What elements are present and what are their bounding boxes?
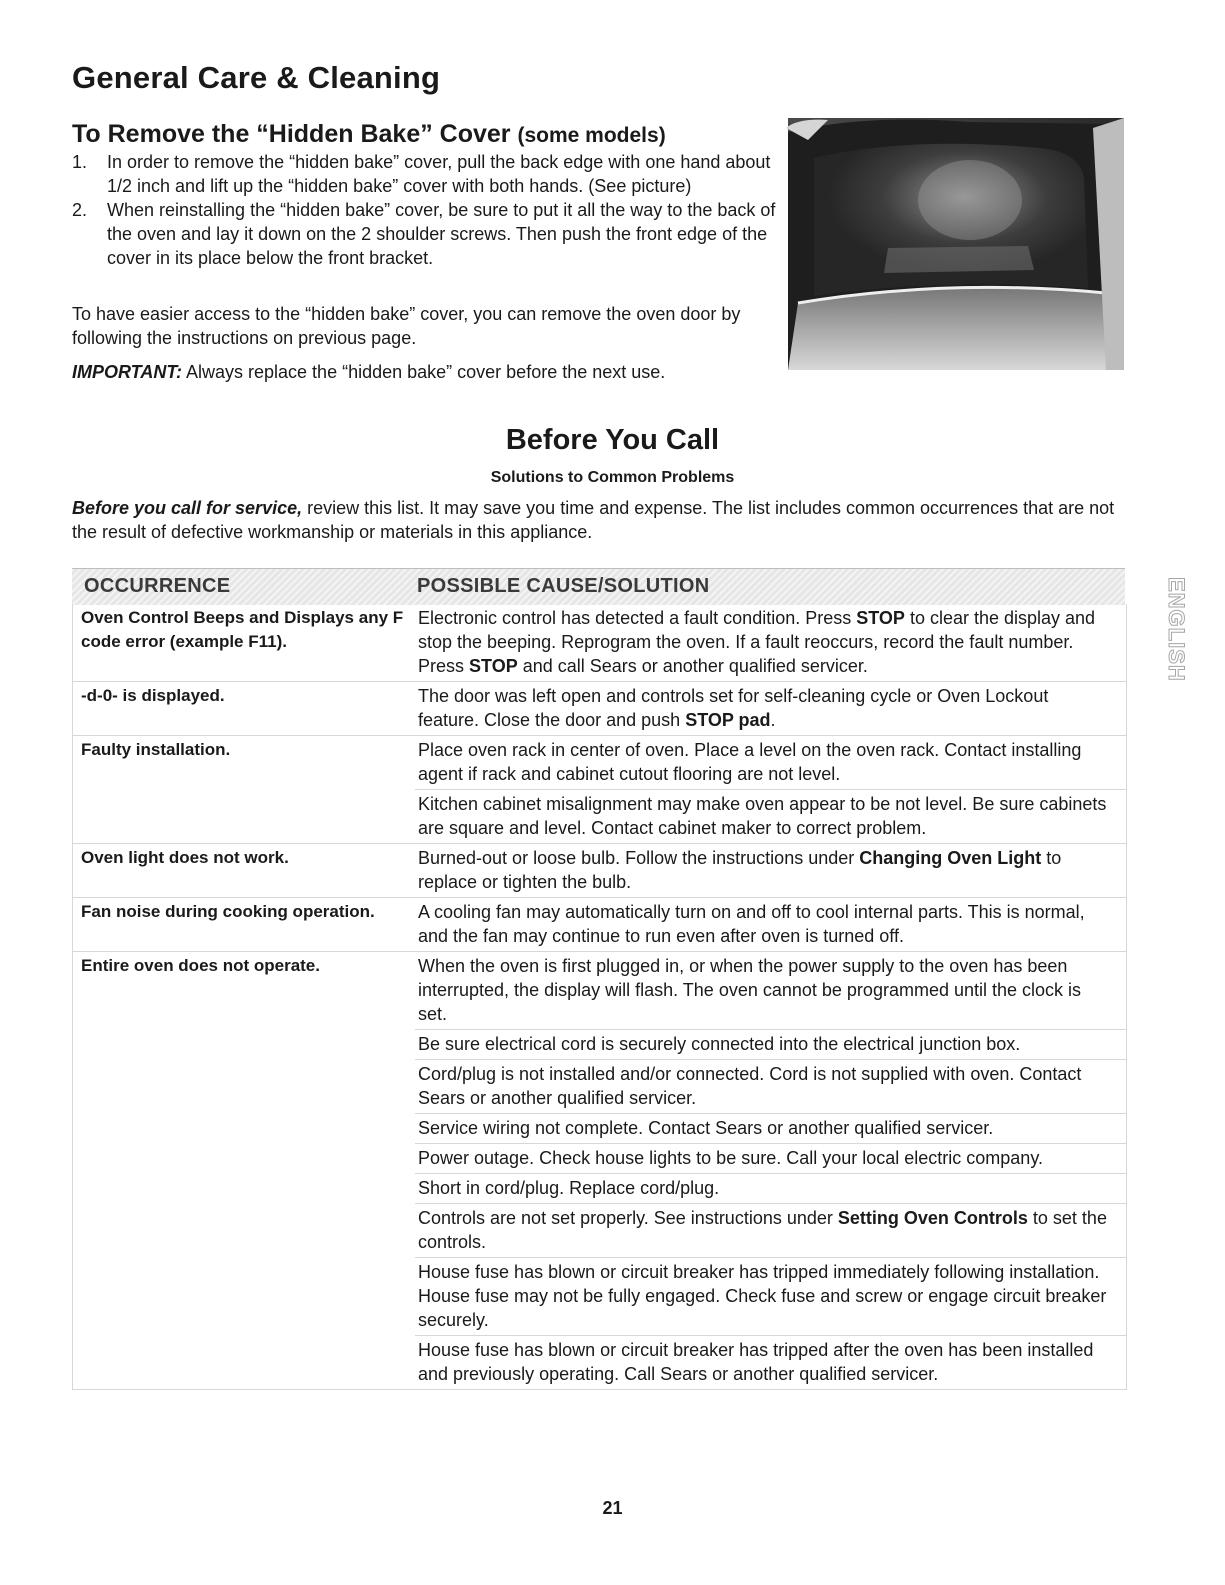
important-label: IMPORTANT:: [72, 362, 182, 382]
removal-steps: [72, 150, 777, 270]
solution-item: [415, 1173, 1126, 1203]
step-number: 1.: [72, 152, 88, 172]
before-you-call-title: Before You Call: [505, 424, 720, 456]
solution-text: to replace or tighten the bulb.: [418, 848, 1062, 892]
solution-text: and call Sears or another qualified servicer.: [517, 656, 868, 676]
header-occurrence: OCCURRENCE: [84, 575, 231, 597]
solution-item: [415, 1335, 1126, 1389]
solution-text: When the oven is first plugged in, or when the power supply to the oven has been interrupted, the display will flash. The oven cannot be programmed until the clock is set.: [418, 956, 1082, 1024]
before-you-call-subtitle: Solutions to Common Problems: [490, 469, 735, 486]
solution-item: [415, 1257, 1126, 1335]
solutions-cell: [415, 682, 1126, 735]
page-number: 21: [602, 1498, 623, 1518]
solution-text: Kitchen cabinet misalignment may make oven appear to be not level. Be sure cabinets are square and level. Contact cabinet maker to correct problem.: [418, 794, 1107, 838]
solution-text: Short in cord/plug. Replace cord/plug.: [418, 1178, 720, 1198]
solution-text: House fuse has blown or circuit breaker has tripped after the oven has been installed and previously operating. Call Sears or another qualified servicer.: [418, 1340, 1094, 1384]
step-number: 2.: [72, 200, 88, 220]
solution-emphasis: Changing Oven Light: [859, 848, 1042, 868]
occurrence-cell: Fan noise during cooking operation.: [81, 902, 375, 921]
solution-text: Power outage. Check house lights to be sure. Call your local electric company.: [418, 1148, 1043, 1168]
troubleshooting-table: [72, 604, 1127, 1390]
table-row: [73, 681, 1126, 735]
solution-text: Be sure electrical cord is securely connected into the electrical junction box.: [418, 1034, 1021, 1054]
solution-item: [415, 1203, 1126, 1257]
table-row: [73, 735, 1126, 843]
table-row: [73, 897, 1126, 951]
occurrence-cell: -d-0- is displayed.: [81, 686, 225, 705]
intro-lead: Before you call for service,: [72, 498, 303, 518]
solution-text: Place oven rack in center of oven. Place a level on the oven rack. Contact installing agent if rack and cabinet cutout flooring are not level.: [418, 740, 1082, 784]
solution-item: [415, 952, 1126, 1029]
solution-item: [415, 898, 1126, 951]
page-title: General Care & Cleaning: [72, 60, 441, 95]
solutions-cell: [415, 844, 1126, 897]
access-note: To have easier access to the “hidden bake” cover, you can remove the oven door by following the instructions on previous page.: [72, 304, 741, 348]
solutions-cell: [415, 604, 1126, 681]
table-row: [73, 604, 1126, 681]
intro-text: review this list. It may save you time and expense. The list includes common occurrences that are not the result of defective workmanship or materials in this appliance.: [72, 498, 1115, 542]
step-text: In order to remove the “hidden bake” cover, pull the back edge with one hand about 1/2 inch and lift up the “hidden bake” cover with both hands. (See picture): [107, 152, 771, 196]
section-title-note: (some models): [517, 124, 666, 147]
section-title-text: To Remove the “Hidden Bake” Cover: [72, 120, 511, 148]
table-header: [72, 568, 1125, 605]
solution-item: [415, 604, 1126, 681]
important-text: Always replace the “hidden bake” cover before the next use.: [182, 362, 666, 382]
solution-item: [415, 682, 1126, 735]
solution-text: Electronic control has detected a fault condition. Press: [418, 608, 857, 628]
solution-text: A cooling fan may automatically turn on and off to cool internal parts. This is normal, and the fan may continue to run even after oven is turned off.: [418, 902, 1085, 946]
solution-text: The door was left open and controls set for self-cleaning cycle or Oven Lockout feature. Close the door and push: [418, 686, 1049, 730]
step-item: [72, 150, 777, 198]
solution-text: Service wiring not complete. Contact Sears or another qualified servicer.: [418, 1118, 994, 1138]
side-tab-label: ENGLISH: [1164, 577, 1189, 682]
solutions-cell: [415, 898, 1126, 951]
table-row: [73, 843, 1126, 897]
solution-item: [415, 1029, 1126, 1059]
solution-item: [415, 736, 1126, 789]
solution-item: [415, 789, 1126, 843]
solution-emphasis: STOP: [856, 608, 905, 628]
solution-item: [415, 1143, 1126, 1173]
header-solution: POSSIBLE CAUSE/SOLUTION: [417, 575, 710, 597]
solution-text: to set the controls.: [418, 1208, 1107, 1252]
oven-cavity-photo: [788, 118, 1124, 370]
occurrence-cell: Oven light does not work.: [81, 848, 289, 867]
solution-emphasis: STOP: [469, 656, 518, 676]
solution-text: to clear the display and stop the beeping. Reprogram the oven. If a fault reoccurs, record the fault number. Press: [418, 608, 1096, 676]
occurrence-cell: Faulty installation.: [81, 740, 231, 759]
table-row: [73, 951, 1126, 1389]
solution-item: [415, 1113, 1126, 1143]
occurrence-cell: Oven Control Beeps and Displays any F code error (example F11).: [81, 608, 404, 651]
solution-item: [415, 1059, 1126, 1113]
step-text: When reinstalling the “hidden bake” cover, be sure to put it all the way to the back of the oven and lay it down on the 2 shoulder screws. Then push the front edge of the cover in its place below the front bracket.: [107, 200, 776, 268]
solution-text: House fuse has blown or circuit breaker has tripped immediately following installation. House fuse may not be fully engaged. Check fuse and screw or engage circuit breaker securely.: [418, 1262, 1107, 1330]
solutions-cell: [415, 736, 1126, 843]
solutions-cell: [415, 952, 1126, 1389]
section-title-hidden-bake: [72, 120, 666, 149]
solution-emphasis: Setting Oven Controls: [837, 1208, 1028, 1228]
solution-text: Controls are not set properly. See instructions under: [418, 1208, 838, 1228]
important-note: [72, 360, 772, 384]
side-tab-english: [1164, 577, 1189, 733]
step-item: [72, 198, 777, 270]
before-you-call-intro: [72, 496, 1132, 544]
solution-emphasis: STOP pad: [685, 710, 771, 730]
occurrence-cell: Entire oven does not operate.: [81, 956, 320, 975]
solution-item: [415, 844, 1126, 897]
solution-text: Burned-out or loose bulb. Follow the instructions under: [418, 848, 860, 868]
solution-text: .: [770, 710, 776, 730]
solution-text: Cord/plug is not installed and/or connected. Cord is not supplied with oven. Contact Sears or another qualified servicer.: [418, 1064, 1082, 1108]
